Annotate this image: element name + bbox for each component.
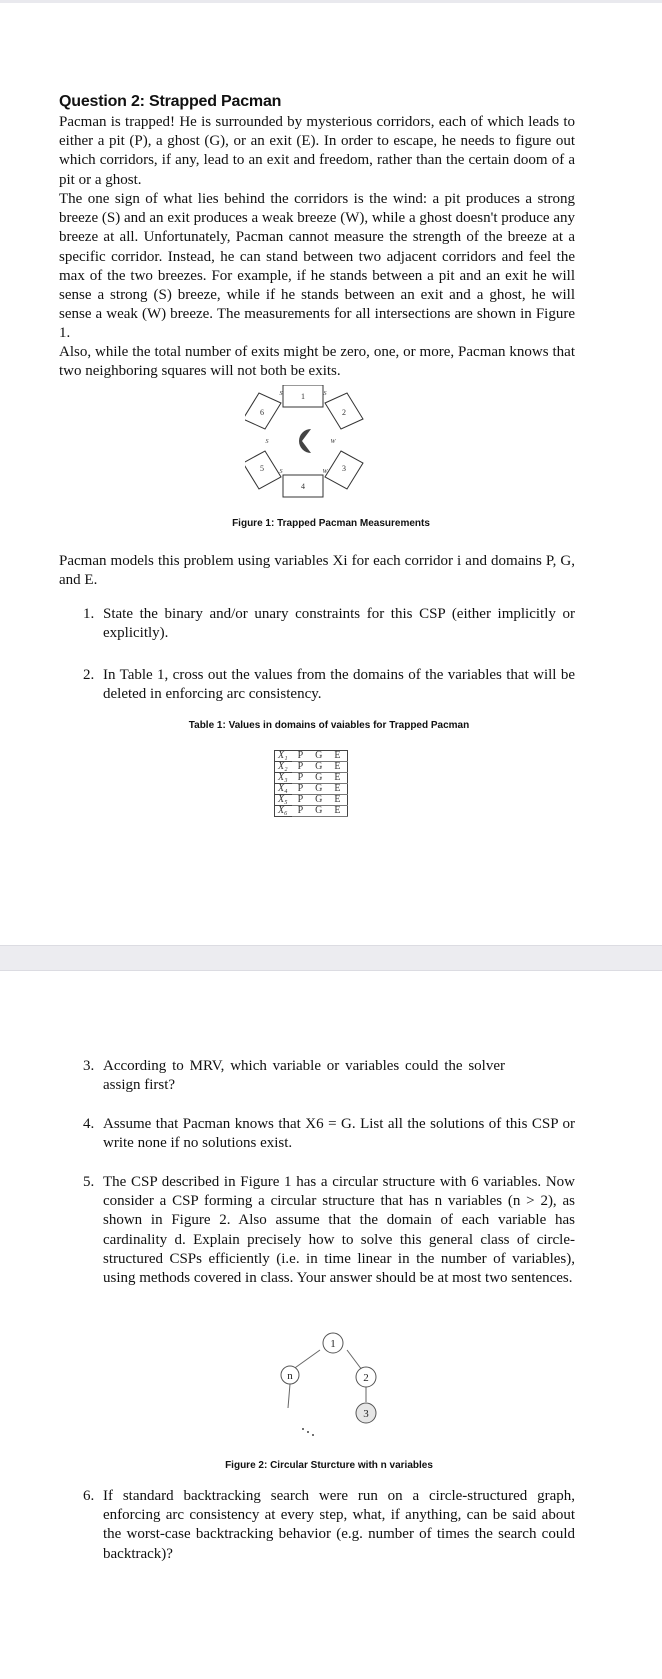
question-3-text: According to MRV, which variable or variables could the solver assign first? xyxy=(103,1058,505,1094)
node-n-label: n xyxy=(287,1370,293,1382)
question-1-number: 1. xyxy=(83,606,95,622)
domain-value-cell: E xyxy=(328,784,347,795)
ellipsis-dot xyxy=(307,1431,309,1433)
corridor-label-6: 6 xyxy=(260,408,264,417)
row-var: X₄ xyxy=(275,784,292,795)
question-5-text: The CSP described in Figure 1 has a circular structure with 6 variables. Now consider a CSP forming a circular structure that has n variables (n > 2), as shown in Figure 2. Also assume that the domain of each variable has cardinality d. Explain precisely how to solve this general class of circle-structured CSPs efficiently (i.e. in time linear in the number of variables), using methods covered in class. Your answer should be at most two sentences. xyxy=(103,1174,575,1287)
domain-value-cell: E xyxy=(328,806,347,817)
domain-value-cell: P xyxy=(292,773,310,784)
question-2-text: In Table 1, cross out the values from the domains of the variables that will be deleted in enforcing arc consistency. xyxy=(103,667,575,703)
table-row xyxy=(275,784,348,795)
question-2-number: 2. xyxy=(83,667,95,683)
breeze-label-5-6: S xyxy=(265,439,269,445)
domain-value-cell: P xyxy=(292,806,310,817)
question-5 xyxy=(83,1173,575,1288)
figure-1-pacman-diagram xyxy=(245,385,385,505)
domain-value-cell: G xyxy=(309,795,328,806)
table-row xyxy=(275,751,348,762)
row-var: X₆ xyxy=(275,806,292,817)
corridor-label-2: 2 xyxy=(342,408,346,417)
question-2 xyxy=(83,666,575,704)
breeze-label-6-1: S xyxy=(279,391,283,397)
domain-value-cell: G xyxy=(309,762,328,773)
breeze-label-2-3: W xyxy=(330,439,336,445)
domain-value-cell: P xyxy=(292,784,310,795)
table-1-caption: Table 1: Values in domains of vaiables for Trapped Pacman xyxy=(188,720,470,731)
ellipsis-dot xyxy=(302,1428,304,1430)
domain-value-cell: P xyxy=(292,751,310,762)
table-row xyxy=(275,795,348,806)
breeze-label-1-2: S xyxy=(323,391,327,397)
table-1-domains xyxy=(274,750,348,817)
question-4 xyxy=(83,1115,575,1153)
row-var: X₃ xyxy=(275,773,292,784)
row-var: X₂ xyxy=(275,762,292,773)
domain-value-cell: G xyxy=(309,751,328,762)
question-6-number: 6. xyxy=(83,1488,95,1504)
question-6-text: If standard backtracking search were run on a circle-structured graph, enforcing arc consistency at every step, what, if anything, can be said about the worst-case backtracking behavior (e.g. number of times the search could backtrack)? xyxy=(103,1488,575,1562)
question-3-number: 3. xyxy=(83,1058,95,1074)
domain-value-cell: P xyxy=(292,795,310,806)
figure-1-caption: Figure 1: Trapped Pacman Measurements xyxy=(232,518,430,529)
intro-paragraph-1: Pacman is trapped! He is surrounded by mysterious corridors, each of which leads to either a pit (P), a ghost (G), or an exit (E). In order to escape, he needs to figure out which corridors, if any, lead to an exit and freedom, rather than the certain doom of a pit or a ghost. xyxy=(59,114,575,188)
domain-value-cell: G xyxy=(309,806,328,817)
question-3 xyxy=(83,1057,575,1095)
domain-value-cell: E xyxy=(328,751,347,762)
question-4-text: Assume that Pacman knows that X6 = G. List all the solutions of this CSP or write none if no solutions exist. xyxy=(103,1116,575,1152)
question-5-number: 5. xyxy=(83,1174,95,1190)
row-var: X₅ xyxy=(275,795,292,806)
intro-paragraph-3: Also, while the total number of exits might be zero, one, or more, Pacman knows that two neighboring squares will not both be exits. xyxy=(59,344,575,380)
intro-paragraph-2: The one sign of what lies behind the corridors is the wind: a pit produces a strong breeze (S) and an exit produces a weak breeze (W), while a ghost doesn't produce any breeze at all. Unfortunately, Pacman cannot measure the strength of the breeze at a specific corridor. Instead, he can stand between two adjacent corridors and feel the max of the two breezes. For example, if he stands between a pit and an exit he will sense a strong (S) breeze, while if he stands between an exit and a ghost, he will sense a weak (W) breeze. The measurements for all intersections are shown in Figure 1. xyxy=(59,191,575,342)
question-4-number: 4. xyxy=(83,1116,95,1132)
domain-value-cell: E xyxy=(328,795,347,806)
figure-2-circular-structure xyxy=(270,1330,400,1445)
table-row xyxy=(275,806,348,817)
figure-2-caption: Figure 2: Circular Sturcture with n variables xyxy=(225,1460,433,1471)
question-heading: Question 2: Strapped Pacman xyxy=(59,93,282,110)
domain-value-cell: G xyxy=(309,773,328,784)
model-paragraph: Pacman models this problem using variables Xi for each corridor i and domains P, G, and E. xyxy=(59,553,575,589)
table-row xyxy=(275,773,348,784)
node-3-label: 3 xyxy=(363,1408,369,1420)
page-break xyxy=(0,945,662,971)
pacman-icon xyxy=(299,429,311,453)
table-row xyxy=(275,762,348,773)
corridor-label-4: 4 xyxy=(301,482,305,491)
corridor-label-3: 3 xyxy=(342,464,346,473)
node-1-label: 1 xyxy=(330,1338,336,1350)
domain-value-cell: E xyxy=(328,762,347,773)
node-2-label: 2 xyxy=(363,1372,369,1384)
question-1 xyxy=(83,605,575,643)
domain-value-cell: E xyxy=(328,773,347,784)
question-6 xyxy=(83,1487,575,1564)
top-border xyxy=(0,0,662,3)
domain-value-cell: P xyxy=(292,762,310,773)
question-1-text: State the binary and/or unary constraints for this CSP (either implicitly or explicitly). xyxy=(103,606,575,642)
ellipsis-dot xyxy=(312,1434,314,1436)
domain-value-cell: G xyxy=(309,784,328,795)
corridor-label-1: 1 xyxy=(301,392,305,401)
breeze-label-3-4: W xyxy=(322,469,328,475)
breeze-label-4-5: S xyxy=(279,469,283,475)
corridor-label-5: 5 xyxy=(260,464,264,473)
row-var: X₁ xyxy=(275,751,292,762)
